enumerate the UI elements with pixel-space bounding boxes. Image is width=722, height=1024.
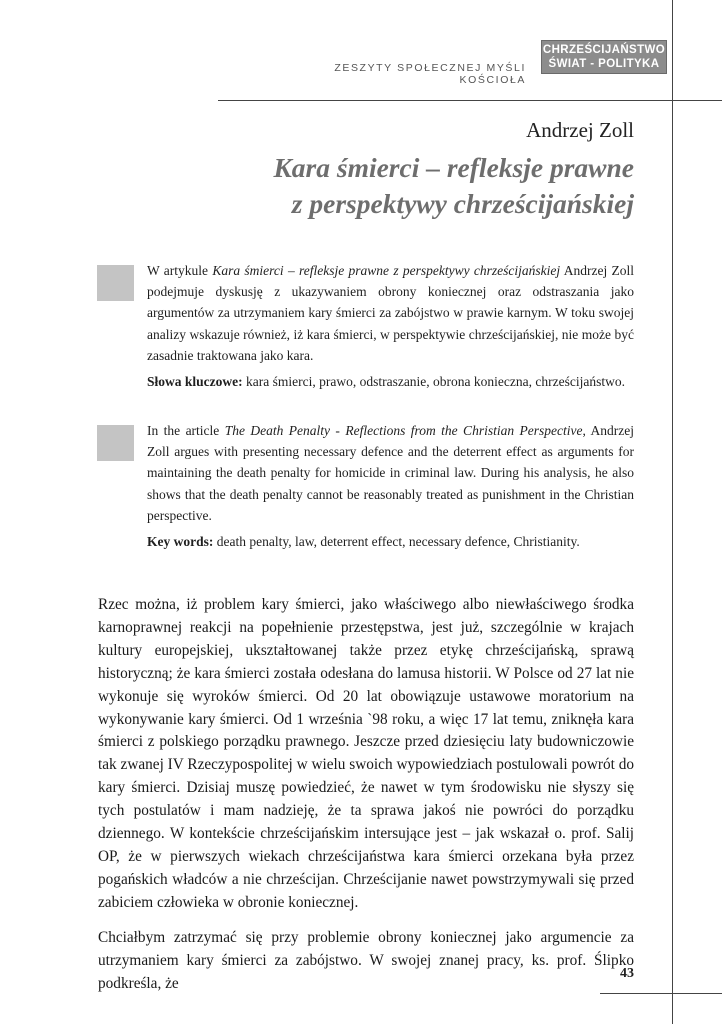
abstract-pl-marker xyxy=(97,265,134,301)
keywords-pl-label: Słowa kluczowe: xyxy=(147,374,243,390)
header-rule xyxy=(218,100,722,101)
abstract-pl-keywords xyxy=(147,371,634,392)
article-author: Andrzej Zoll xyxy=(526,118,634,142)
section-badge xyxy=(541,40,667,74)
body-paragraph-2: Chciałbym zatrzymać się przy problemie obrony koniecznej jako argumencie za utrzymaniem kary śmierci za zabójstwo. W swojej znanej pracy, ks. prof. Ślipko podkreśla, że xyxy=(98,928,634,992)
keywords-en-list: death penalty, law, deterrent effect, necessary defence, Christianity. xyxy=(213,534,580,550)
article-body xyxy=(98,594,634,1007)
journal-title: ZESZYTY SPOŁECZNEJ MYŚLI KOŚCIOŁA xyxy=(334,62,526,86)
abstract-pl-text xyxy=(147,260,634,366)
abstract-polish xyxy=(147,260,634,392)
abstract-en-title: The Death Penalty - Reflections from the Christian Perspective xyxy=(224,423,583,438)
abstract-en-keywords xyxy=(147,531,634,552)
right-margin-rule xyxy=(672,0,673,1024)
body-paragraph-1: Rzec można, iż problem kary śmierci, jako właściwego albo niewłaściwego środka karnoprawnej reakcji na popełnienie przestępstwa, jest już, szczególnie w krajach kultury europejskiej, ukształtowanej także przez etykę chrześcijańską, sprawą historyczną; że kara śmierci została odesłana do lamusa historii. W Polsce od 27 lat nie wykonuje się wyroków śmierci. Od 20 lat obowiązuje ustawowe moratorium na wykonywanie kary śmierci. Od 1 września `98 roku, a więc 17 lat temu, zniknęła kara śmierci z polskiego porządku prawnego. Jeszcze przed dziesięciu laty budowniczowie tak zwanej IV Rzeczypospolitej w wielu swoich wypowiedziach postulowali powrót do kary śmierci. Dzisiaj muszę powiedzieć, że nawet w tym środowisku nie słyszy się tych postulatów i mam nadzieję, że ta sprawa jakoś nie powróci do porządku dziennego. W kontekście chrześcijańskim intersujące jest – jak wskazał o. prof. Salij OP, że w pierwszych wiekach chrześcijaństwa kara śmierci orzekana była przez pogańskich władców a nie chrześcijan. Chrześcijanie nawet powstrzymywali się przed zabiciem człowieka w obronie koniecznej. xyxy=(98,596,634,911)
article-title xyxy=(160,150,634,222)
keywords-en-label: Key words: xyxy=(147,534,214,550)
title-line-1: Kara śmierci – refleksje prawne xyxy=(273,152,634,183)
abstract-en-text xyxy=(147,420,634,526)
abstract-en-lead: In the article xyxy=(147,423,225,438)
title-line-2: z perspektywy chrześcijańskiej xyxy=(291,188,634,219)
badge-line-2: ŚWIAT - POLITYKA xyxy=(548,58,660,70)
abstract-pl-title: Kara śmierci – refleksje prawne z perspektywy chrześcijańskiej xyxy=(212,263,561,278)
badge-line-1: CHRZEŚCIJAŃSTWO xyxy=(542,44,666,56)
abstract-pl-body: Andrzej Zoll podejmuje dyskusję z ukazywaniem obrony koniecznej oraz odstraszania jako argumentów za utrzymaniem kary śmierci za zabójstwo w prawie karnym. W toku swojej analizy wskazuje również, iż kara śmierci, w perspektywie chrześcijańskiej, nie może być zasadnie traktowana jako kara. xyxy=(147,263,634,363)
page-number: 43 xyxy=(620,966,634,981)
abstract-en-marker xyxy=(97,425,134,461)
abstract-pl-lead: W artykule xyxy=(147,263,213,278)
keywords-pl-list: kara śmierci, prawo, odstraszanie, obrona konieczna, chrześcijaństwo. xyxy=(242,374,625,390)
abstract-en-body: , Andrzej Zoll argues with presenting necessary defence and the deterrent effect as arguments for maintaining the death penalty for homicide in criminal law. During his analysis, he also shows that the death penalty cannot be reasonably treated as punishment in the Christian perspective. xyxy=(147,423,634,523)
abstract-english xyxy=(147,420,634,552)
